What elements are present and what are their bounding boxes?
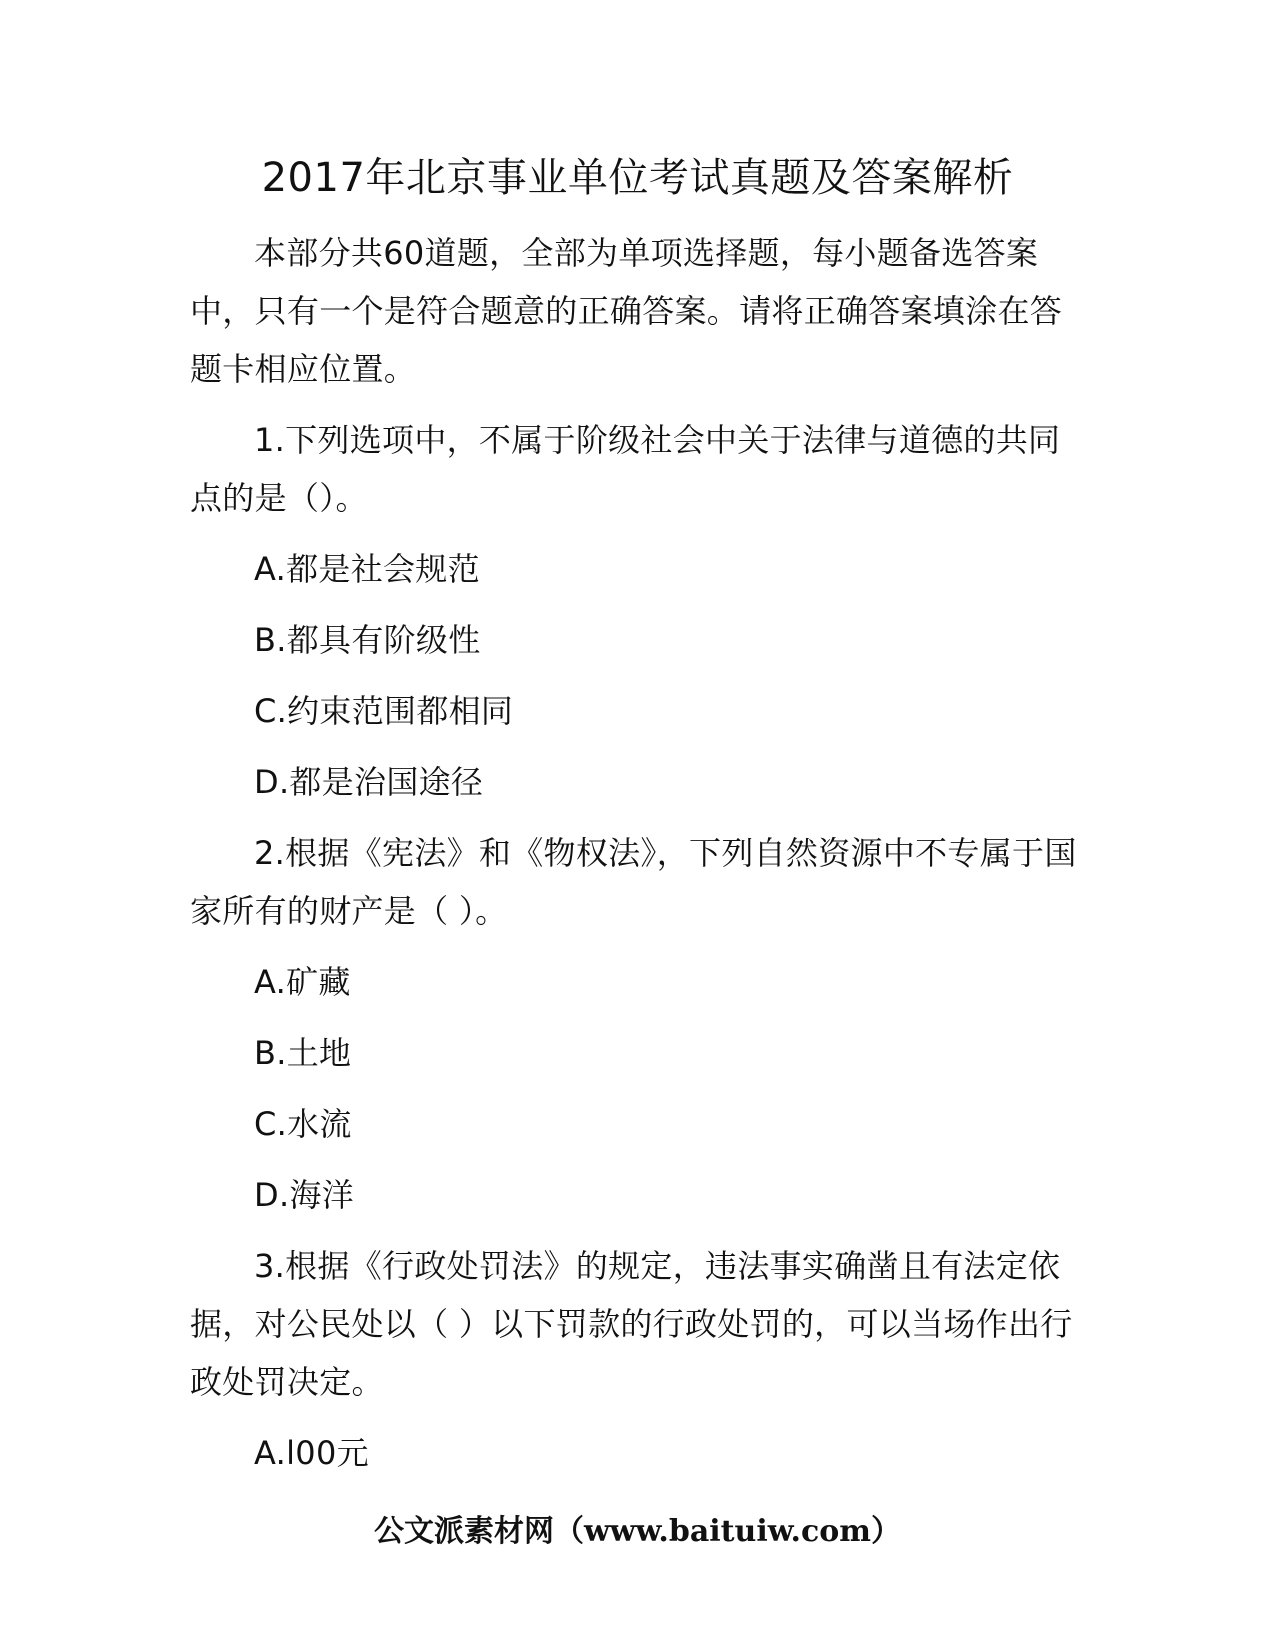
question-stem: 3.根据《行政处罚法》的规定，违法事实确凿且有法定依据，对公民处以（ ）以下罚款的行政处罚的，可以当场作出行政处罚决定。 bbox=[190, 1247, 1073, 1401]
option-d: D.都是治国途径 bbox=[254, 763, 484, 801]
option-b: B.都具有阶级性 bbox=[254, 621, 481, 659]
option-a: A.矿藏 bbox=[254, 963, 351, 1001]
option-a: A.l00元 bbox=[254, 1434, 369, 1472]
question-stem: 2.根据《宪法》和《物权法》，下列自然资源中不专属于国家所有的财产是（ ）。 bbox=[190, 834, 1077, 930]
option-c: C.水流 bbox=[254, 1105, 352, 1143]
document-body bbox=[190, 224, 1090, 1495]
question-2 bbox=[190, 824, 1090, 1224]
question-stem: 1.下列选项中，不属于阶级社会中关于法律与道德的共同点的是（）。 bbox=[190, 421, 1061, 517]
footer-watermark: 公文派素材网（www.baituiw.com） bbox=[373, 1514, 902, 1549]
question-1 bbox=[190, 411, 1090, 811]
option-c: C.约束范围都相同 bbox=[254, 692, 514, 730]
option-d: D.海洋 bbox=[254, 1176, 355, 1214]
intro-paragraph: 本部分共60道题，全部为单项选择题，每小题备选答案中，只有一个是符合题意的正确答案。请将正确答案填涂在答题卡相应位置。 bbox=[190, 234, 1063, 388]
option-a: A.都是社会规范 bbox=[254, 550, 480, 588]
question-3 bbox=[190, 1237, 1090, 1482]
document-title: 2017年北京事业单位考试真题及答案解析 bbox=[261, 155, 1014, 201]
option-b: B.土地 bbox=[254, 1034, 352, 1072]
